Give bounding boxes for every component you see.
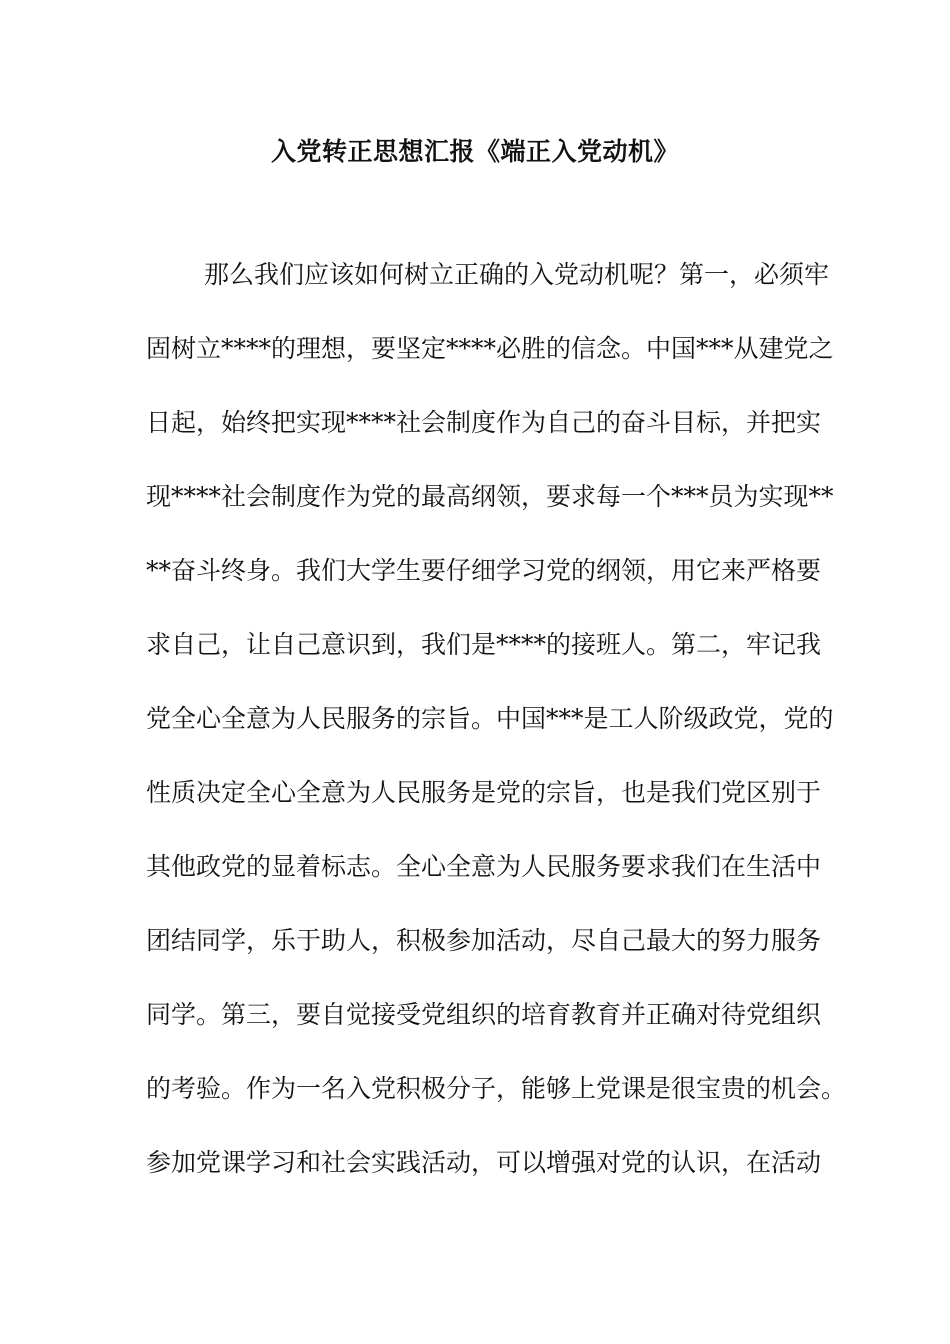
body-paragraph <box>146 256 847 1218</box>
text-line: 的考验。作为一名入党积极分子，能够上党课是很宝贵的机会。 <box>146 1074 847 1103</box>
text-line: 性质决定全心全意为人民服务是党的宗旨，也是我们党区别于 <box>146 778 822 807</box>
text-line: 同学。第三，要自觉接受党组织的培育教育并正确对待党组织 <box>146 1000 822 1029</box>
document-title: 入党转正思想汇报《端正入党动机》 <box>270 137 679 166</box>
text-line: **奋斗终身。我们大学生要仔细学习党的纲领，用它来严格要 <box>146 556 822 585</box>
text-line: 日起，始终把实现****社会制度作为自己的奋斗目标，并把实 <box>146 408 822 437</box>
text-line: 党全心全意为人民服务的宗旨。中国***是工人阶级政党，党的 <box>146 704 834 733</box>
text-line: 其他政党的显着标志。全心全意为人民服务要求我们在生活中 <box>146 852 822 881</box>
text-line: 那么我们应该如何树立正确的入党动机呢？第一，必须牢 <box>204 260 830 289</box>
text-line: 参加党课学习和社会实践活动，可以增强对党的认识，在活动 <box>146 1148 822 1177</box>
text-line: 团结同学，乐于助人，积极参加活动，尽自己最大的努力服务 <box>146 926 822 955</box>
text-line: 现****社会制度作为党的最高纲领，要求每一个***员为实现** <box>146 482 834 511</box>
text-line: 求自己，让自己意识到，我们是****的接班人。第二，牢记我 <box>146 630 822 659</box>
text-line: 固树立****的理想，要坚定****必胜的信念。中国***从建党之 <box>146 334 834 363</box>
